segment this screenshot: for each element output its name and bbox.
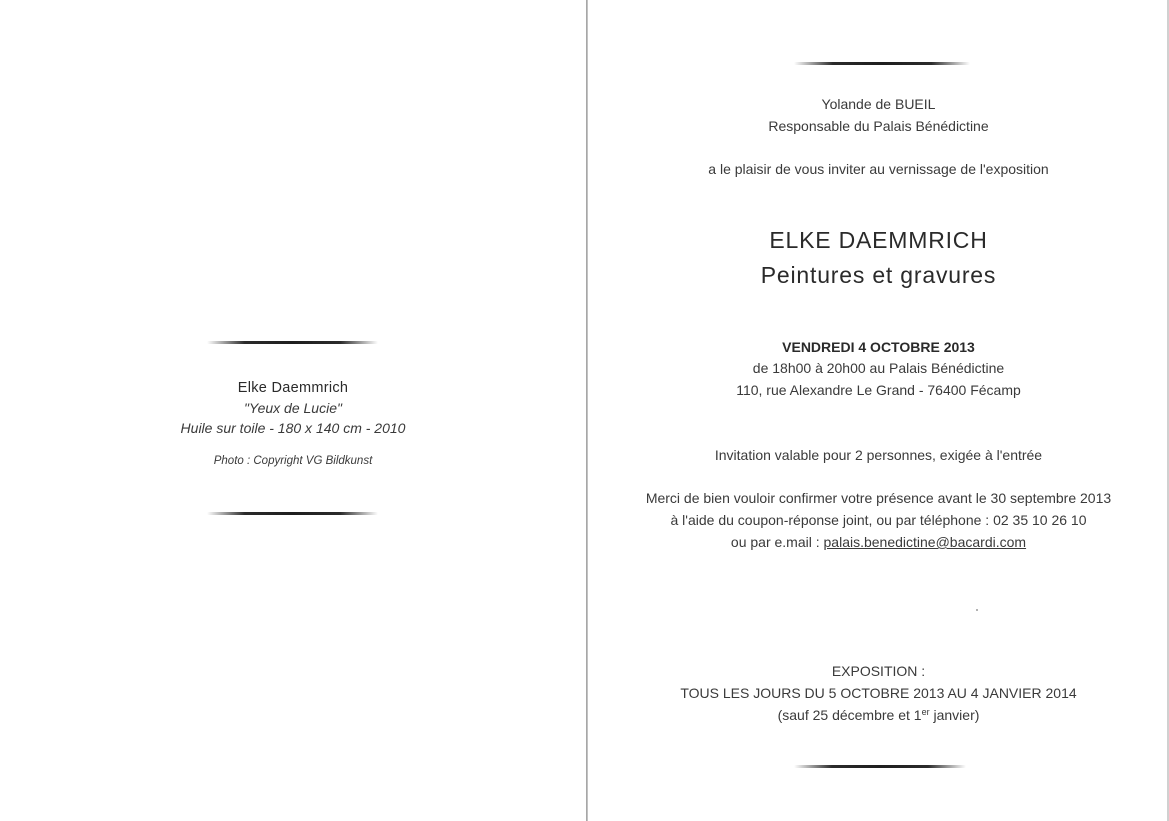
- invitation-intro: a le plaisir de vous inviter au vernissage de l'exposition: [708, 161, 1049, 177]
- right-page: [588, 0, 1169, 821]
- closures-superscript: er: [921, 707, 930, 717]
- host-role: Responsable du Palais Bénédictine: [768, 118, 989, 134]
- exhibition-subtitle: Peintures et gravures: [760, 262, 997, 288]
- left-bottom-divider: [207, 512, 378, 515]
- exhibition-artist: ELKE DAEMMRICH: [769, 227, 988, 253]
- event-address: 110, rue Alexandre Le Grand - 76400 Fécamp: [736, 382, 1021, 398]
- closures-prefix: (sauf 25 décembre et 1: [777, 707, 922, 723]
- artwork-artist: Elke Daemmrich: [237, 380, 349, 396]
- exposition-closures: [588, 706, 1169, 724]
- left-top-divider: [207, 341, 378, 344]
- right-top-divider: [794, 62, 970, 65]
- rsvp-email-prefix: ou par e.mail :: [730, 534, 824, 550]
- artwork-title: "Yeux de Lucie": [244, 400, 342, 416]
- paper-speck: [976, 609, 978, 611]
- right-bottom-divider: [794, 765, 966, 768]
- event-date: VENDREDI 4 OCTOBRE 2013: [782, 339, 975, 355]
- rsvp-phone: à l'aide du coupon-réponse joint, ou par téléphone : 02 35 10 26 10: [670, 512, 1087, 528]
- exposition-label: EXPOSITION :: [831, 663, 926, 679]
- event-time-place: de 18h00 à 20h00 au Palais Bénédictine: [752, 360, 1005, 376]
- rsvp-email-link[interactable]: palais.benedictine@bacardi.com: [823, 534, 1027, 550]
- host-name: Yolande de BUEIL: [821, 96, 936, 112]
- invitation-validity: Invitation valable pour 2 personnes, exigée à l'entrée: [714, 447, 1043, 463]
- rsvp-deadline: Merci de bien vouloir confirmer votre présence avant le 30 septembre 2013: [645, 490, 1112, 506]
- artwork-medium: Huile sur toile - 180 x 140 cm - 2010: [180, 420, 406, 436]
- photo-credit: Photo : Copyright VG Bildkunst: [213, 455, 373, 467]
- rsvp-email-line: [588, 533, 1169, 551]
- closures-suffix: janvier): [929, 707, 980, 723]
- exposition-dates: TOUS LES JOURS DU 5 OCTOBRE 2013 AU 4 JANVIER 2014: [680, 685, 1077, 701]
